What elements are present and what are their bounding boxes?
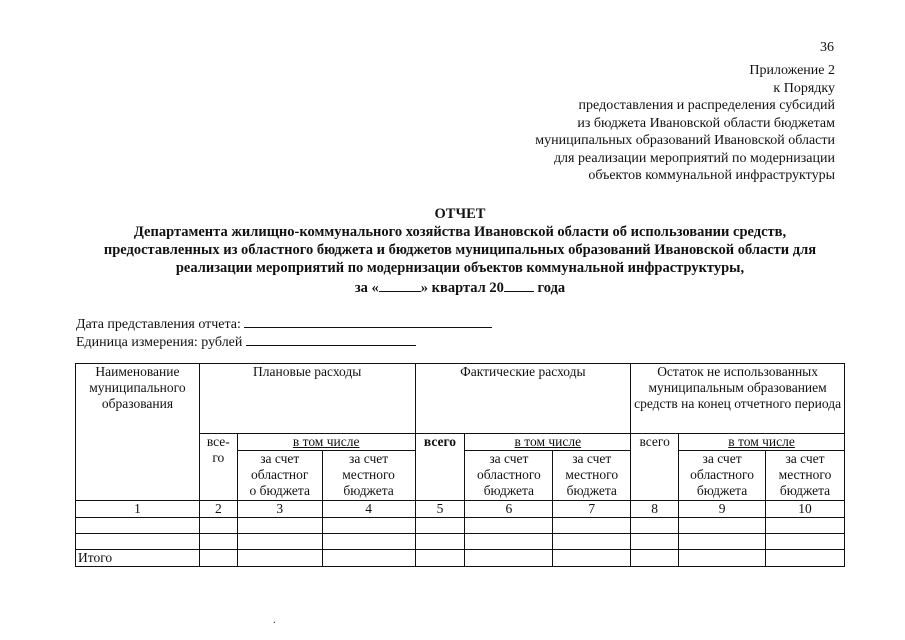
table-cell[interactable]	[679, 534, 766, 550]
unit-blank[interactable]	[246, 331, 416, 346]
title-line: предоставленных из областного бюджета и бюджетов муниципальных образований Ивановской области для	[103, 242, 817, 258]
col-num: 5	[415, 501, 465, 518]
table-cell[interactable]	[237, 534, 322, 550]
report-heading: ОТЧЕТ	[434, 206, 486, 222]
page-number: 36	[820, 40, 834, 55]
header-rest-regional: за счет областного бюджета	[679, 451, 766, 501]
table-cell[interactable]	[766, 534, 845, 550]
table-cell[interactable]	[237, 550, 322, 567]
table-cell[interactable]	[237, 518, 322, 534]
year-blank[interactable]	[504, 277, 534, 292]
table-cell[interactable]	[631, 550, 679, 567]
header-plan-local: за счет местного бюджета	[322, 451, 415, 501]
table-cell[interactable]	[322, 550, 415, 567]
header-plan-total: все- го	[199, 434, 237, 501]
date-blank[interactable]	[244, 313, 492, 328]
table-cell[interactable]	[553, 534, 631, 550]
appendix-line: объектов коммунальной инфраструктуры	[588, 168, 835, 183]
table-cell[interactable]	[199, 534, 237, 550]
header-rest-total: всего	[631, 434, 679, 501]
unit-row	[76, 331, 416, 351]
table-cell[interactable]	[76, 534, 200, 550]
header-rest-local: за счет местного бюджета	[766, 451, 845, 501]
appendix-line: Приложение 2	[749, 63, 835, 78]
table-cell[interactable]	[679, 550, 766, 567]
report-title	[60, 205, 860, 297]
table-cell[interactable]	[679, 518, 766, 534]
col-num: 6	[465, 501, 553, 518]
table-cell[interactable]	[76, 518, 200, 534]
table-cell[interactable]	[415, 534, 465, 550]
total-label: Итого	[76, 550, 200, 567]
table-row	[76, 534, 845, 550]
table-cell[interactable]	[322, 518, 415, 534]
table-cell[interactable]	[415, 518, 465, 534]
col-num: 1	[76, 501, 200, 518]
footer-mark: .	[273, 615, 276, 626]
title-period-line	[60, 277, 860, 297]
col-num: 4	[322, 501, 415, 518]
table-cell[interactable]	[465, 550, 553, 567]
table-cell[interactable]	[415, 550, 465, 567]
appendix-line: муниципальных образований Ивановской области	[535, 133, 835, 148]
col-num: 8	[631, 501, 679, 518]
table-cell[interactable]	[631, 518, 679, 534]
col-num: 10	[766, 501, 845, 518]
appendix-line: к Порядку	[773, 80, 835, 96]
header-fact-incl: в том числе	[465, 434, 631, 451]
title-line: Департамента жилищно-коммунального хозяйства Ивановской области об использовании средств,	[133, 224, 787, 240]
col-num: 9	[679, 501, 766, 518]
header-plan-regional: за счет областног о бюджета	[237, 451, 322, 501]
table-row	[76, 518, 845, 534]
col-num: 2	[199, 501, 237, 518]
appendix-line: для реализации мероприятий по модернизации	[553, 150, 835, 166]
header-fact-local: за счет местного бюджета	[553, 451, 631, 501]
table-cell[interactable]	[766, 518, 845, 534]
column-number-row	[76, 501, 845, 518]
header-fact: Фактические расходы	[415, 364, 631, 434]
table-cell[interactable]	[553, 518, 631, 534]
table-cell[interactable]	[199, 550, 237, 567]
period-suffix: года	[533, 280, 566, 296]
table-cell[interactable]	[553, 550, 631, 567]
period-mid: » квартал 20	[420, 280, 504, 296]
table-cell[interactable]	[766, 550, 845, 567]
header-plan-incl: в том числе	[237, 434, 415, 451]
header-rest: Остаток не использованных муниципальным образованием средств на конец отчетного периода	[631, 364, 845, 434]
date-row	[76, 313, 492, 333]
table-cell[interactable]	[322, 534, 415, 550]
period-prefix: за «	[354, 280, 379, 296]
date-label: Дата представления отчета:	[76, 317, 241, 332]
col-num: 7	[553, 501, 631, 518]
table-cell[interactable]	[465, 518, 553, 534]
header-name: Наименование муниципального образования	[76, 364, 200, 501]
quarter-blank[interactable]	[379, 277, 421, 292]
header-rest-incl: в том числе	[679, 434, 845, 451]
header-plan: Плановые расходы	[199, 364, 415, 434]
report-table	[75, 363, 845, 567]
title-line: реализации мероприятий по модернизации объектов коммунальной инфраструктуры,	[175, 260, 745, 276]
appendix-line: предоставления и распределения субсидий	[578, 98, 835, 113]
unit-label: Единица измерения: рублей	[76, 335, 243, 350]
col-num: 3	[237, 501, 322, 518]
appendix-line: из бюджета Ивановской области бюджетам	[577, 115, 835, 131]
appendix-block	[535, 62, 835, 185]
total-row	[76, 550, 845, 567]
table-cell[interactable]	[465, 534, 553, 550]
table-cell[interactable]	[199, 518, 237, 534]
header-fact-total: всего	[415, 434, 465, 501]
header-fact-regional: за счет областного бюджета	[465, 451, 553, 501]
table-cell[interactable]	[631, 534, 679, 550]
